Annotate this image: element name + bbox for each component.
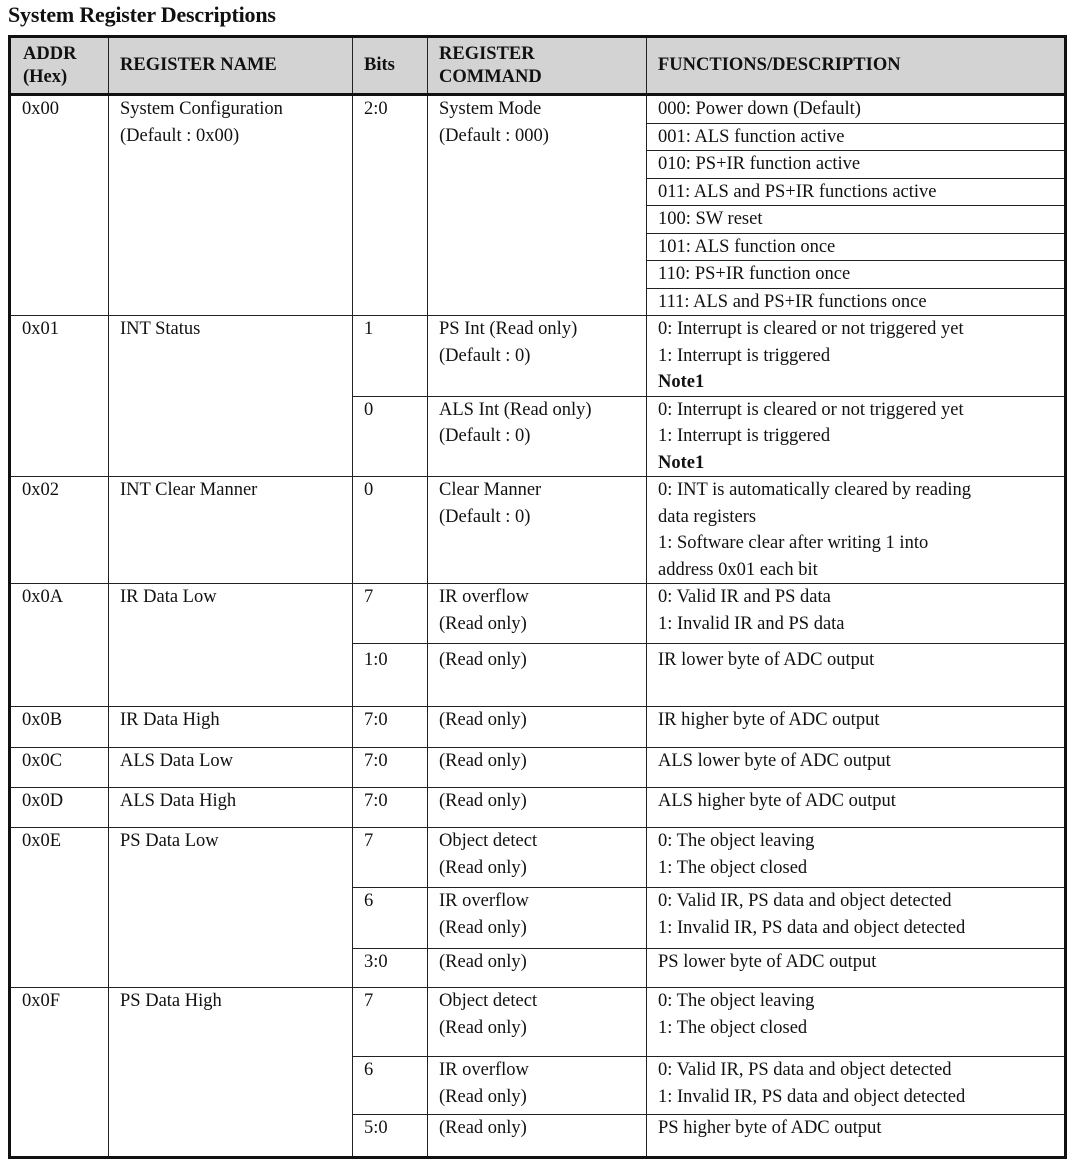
register-name-cell: ALS Data Low xyxy=(109,748,353,788)
bits-cell: 6 xyxy=(353,1057,428,1115)
bits-cell: 3:0 xyxy=(353,949,428,988)
table-row xyxy=(10,748,1066,788)
bits-cell: 7:0 xyxy=(353,788,428,828)
col-header-register-name: REGISTER NAME xyxy=(109,37,353,95)
command-cell: IR overflow (Read only) xyxy=(428,1057,647,1115)
addr-cell: 0x0A xyxy=(10,584,109,707)
command-cell: System Mode (Default : 000) xyxy=(428,95,647,316)
description-cell: 101: ALS function once xyxy=(647,233,1066,261)
table-row xyxy=(10,788,1066,828)
register-name-cell: PS Data Low xyxy=(109,828,353,988)
note-label: Note1 xyxy=(658,452,705,473)
command-cell: (Read only) xyxy=(428,748,647,788)
col-header-bits: Bits xyxy=(353,37,428,95)
register-name-cell: INT Status xyxy=(109,316,353,477)
register-name-cell: PS Data High xyxy=(109,988,353,1158)
register-name-cell: ALS Data High xyxy=(109,788,353,828)
bits-cell: 1:0 xyxy=(353,644,428,707)
bits-cell: 7:0 xyxy=(353,707,428,748)
command-cell: (Read only) xyxy=(428,644,647,707)
addr-cell: 0x02 xyxy=(10,477,109,584)
description-cell: 010: PS+IR function active xyxy=(647,151,1066,179)
description-cell: IR lower byte of ADC output xyxy=(647,644,1066,707)
register-name-cell: INT Clear Manner xyxy=(109,477,353,584)
description-cell: PS higher byte of ADC output xyxy=(647,1115,1066,1158)
table-row xyxy=(10,988,1066,1057)
bits-cell: 5:0 xyxy=(353,1115,428,1158)
description-cell: 0: Valid IR and PS data 1: Invalid IR and PS data xyxy=(647,584,1066,644)
note-label: Note1 xyxy=(658,372,705,392)
bits-cell: 7 xyxy=(353,988,428,1057)
addr-cell: 0x0C xyxy=(10,748,109,788)
col-header-register-command: REGISTER COMMAND xyxy=(428,37,647,95)
bits-cell: 2:0 xyxy=(353,95,428,316)
col-header-addr: ADDR (Hex) xyxy=(10,37,109,95)
bits-cell: 0 xyxy=(353,477,428,584)
bits-cell: 7 xyxy=(353,828,428,888)
command-cell: IR overflow (Read only) xyxy=(428,584,647,644)
description-cell: 0: Valid IR, PS data and object detected 1: Invalid IR, PS data and object detected xyxy=(647,888,1066,949)
table-row xyxy=(10,477,1066,584)
register-table xyxy=(8,35,1067,1159)
description-cell: ALS higher byte of ADC output xyxy=(647,788,1066,828)
command-cell: (Read only) xyxy=(428,707,647,748)
addr-cell: 0x0F xyxy=(10,988,109,1158)
description-cell: 011: ALS and PS+IR functions active xyxy=(647,178,1066,206)
register-name-cell: System Configuration (Default : 0x00) xyxy=(109,95,353,316)
table-row xyxy=(10,95,1066,124)
table-row xyxy=(10,316,1066,397)
bits-cell: 1 xyxy=(353,316,428,397)
description-cell: 100: SW reset xyxy=(647,206,1066,234)
addr-cell: 0x0D xyxy=(10,788,109,828)
table-row xyxy=(10,707,1066,748)
description-cell: 0: The object leaving 1: The object closed xyxy=(647,828,1066,888)
command-cell: (Read only) xyxy=(428,1115,647,1158)
register-name-cell: IR Data High xyxy=(109,707,353,748)
description-cell: 000: Power down (Default) xyxy=(647,95,1066,124)
command-cell: Object detect (Read only) xyxy=(428,988,647,1057)
command-cell: ALS Int (Read only) (Default : 0) xyxy=(428,396,647,477)
bits-cell: 7:0 xyxy=(353,748,428,788)
description-cell: ALS lower byte of ADC output xyxy=(647,748,1066,788)
table-row xyxy=(10,584,1066,644)
description-cell: 0: Interrupt is cleared or not triggered yet 1: Interrupt is triggered Note1 xyxy=(647,316,1066,397)
command-cell: Clear Manner (Default : 0) xyxy=(428,477,647,584)
addr-cell: 0x01 xyxy=(10,316,109,477)
bits-cell: 0 xyxy=(353,396,428,477)
description-cell: 001: ALS function active xyxy=(647,123,1066,151)
col-header-description: FUNCTIONS/DESCRIPTION xyxy=(647,37,1066,95)
description-cell: IR higher byte of ADC output xyxy=(647,707,1066,748)
description-cell: 0: Interrupt is cleared or not triggered yet 1: Interrupt is triggered Note1 xyxy=(647,396,1066,477)
table-header-row xyxy=(10,37,1066,95)
command-cell: IR overflow (Read only) xyxy=(428,888,647,949)
description-cell: 0: Valid IR, PS data and object detected 1: Invalid IR, PS data and object detected xyxy=(647,1057,1066,1115)
command-cell: PS Int (Read only) (Default : 0) xyxy=(428,316,647,397)
command-cell: (Read only) xyxy=(428,949,647,988)
description-cell: 111: ALS and PS+IR functions once xyxy=(647,288,1066,316)
bits-cell: 6 xyxy=(353,888,428,949)
bits-cell: 7 xyxy=(353,584,428,644)
command-cell: Object detect (Read only) xyxy=(428,828,647,888)
description-cell: PS lower byte of ADC output xyxy=(647,949,1066,988)
page-title: System Register Descriptions xyxy=(8,2,276,27)
description-cell: 110: PS+IR function once xyxy=(647,261,1066,289)
addr-cell: 0x0B xyxy=(10,707,109,748)
register-name-cell: IR Data Low xyxy=(109,584,353,707)
addr-cell: 0x00 xyxy=(10,95,109,316)
description-cell: 0: The object leaving 1: The object closed xyxy=(647,988,1066,1057)
addr-cell: 0x0E xyxy=(10,828,109,988)
table-row xyxy=(10,828,1066,888)
description-cell: 0: INT is automatically cleared by reading data registers 1: Software clear after writing 1 into address 0x01 each bit xyxy=(647,477,1066,584)
command-cell: (Read only) xyxy=(428,788,647,828)
